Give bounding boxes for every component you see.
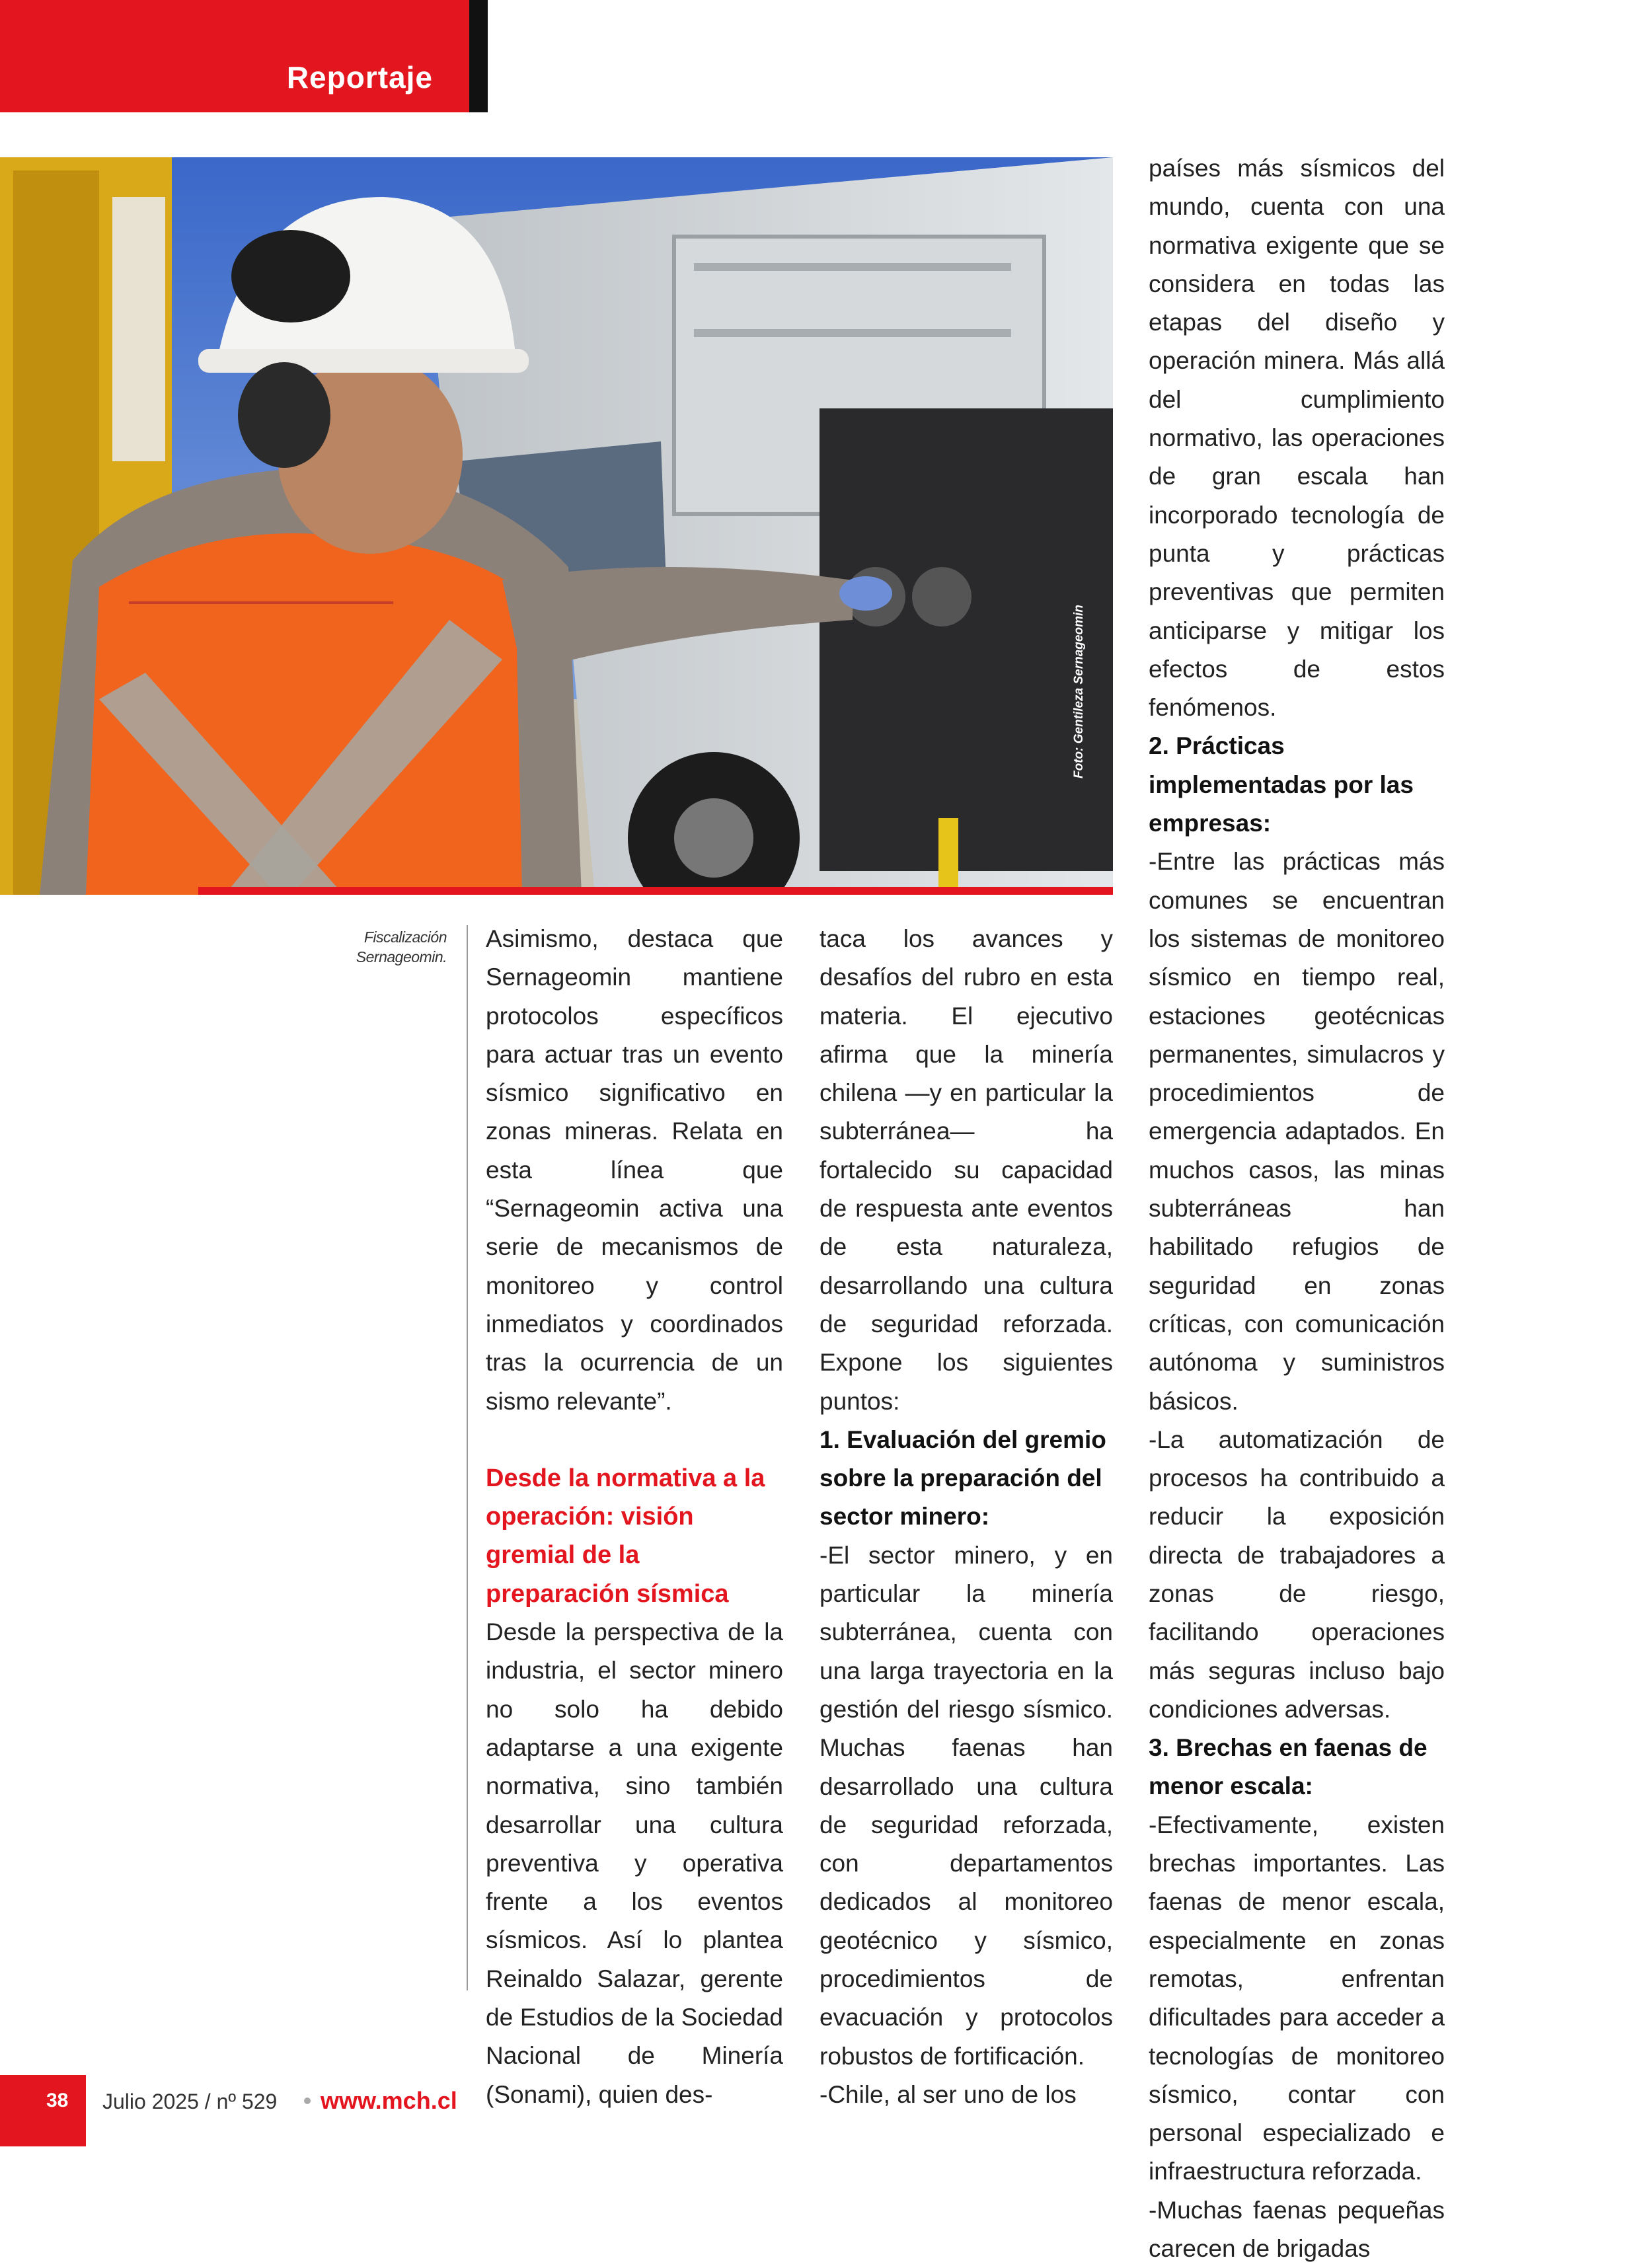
section-label: Reportaje <box>286 60 433 94</box>
article-column-1 <box>486 920 783 2114</box>
website-link[interactable]: www.mch.cl <box>321 2087 457 2114</box>
paragraph: -Efectivamente, existen brechas importantes. Las faenas de menor escala, especialmente en zonas remotas, enfrentan dificultades para acceder a tecnologías de monitoreo sísmico, contar con personal especializado e infraestructura reforzada. <box>1149 1811 1445 2185</box>
page-number: 38 <box>46 2090 69 2111</box>
point-heading: 1. Evaluación del gremio sobre la preparación del sector minero: <box>820 1425 1106 1531</box>
issue-info: Julio 2025 / nº 529 <box>102 2090 278 2113</box>
paragraph: taca los avances y desafíos del rubro en esta materia. El ejecutivo afirma que la minería chilena —y en particular la subterránea— ha fortalecido su capacidad de respuesta ante eventos de esta naturaleza, desarrollando una cultura de seguridad reforzada. Expone los siguientes puntos: <box>820 925 1113 1415</box>
paragraph: Desde la perspectiva de la industria, el sector minero no solo ha debido adaptarse a una exigente normativa, sino también desarrollar una cultura preventiva y operativa frente a los eventos sísmicos. Así lo plantea Reinaldo Salazar, gerente de Estudios de la Sociedad Nacional de Minería (Sonami), quien des- <box>486 1618 783 2108</box>
section-tab-edge <box>469 0 488 112</box>
paragraph: -El sector minero, y en particular la minería subterránea, cuenta con una larga trayectoria en la gestión del riesgo sísmico. Muchas faenas han desarrollado una cultura de seguridad reforzada, con departamentos dedicados al monitoreo geotécnico y sísmico, procedimientos de evacuación y protocolos robustos de fortificación. <box>820 1541 1113 2070</box>
paragraph: -Entre las prácticas más comunes se encuentran los sistemas de monitoreo sísmico en tiempo real, estaciones geotécnicas permanentes, simulacros y procedimientos de emergencia adaptados. En muchos casos, las minas subterráneas han habilitado refugios de seguridad en zonas críticas, con comunicación autónoma y suministros básicos. <box>1149 848 1445 1415</box>
photo-caption <box>317 927 447 967</box>
article-column-2 <box>820 920 1113 2114</box>
article-photo <box>0 157 1113 895</box>
paragraph: Asimismo, destaca que Sernageomin mantiene protocolos específicos para actuar tras un evento sísmico significativo en zonas mineras. Relata en esta línea que “Sernageomin activa una serie de mecanismos de monitoreo y control inmediatos y coordinados tras la ocurrencia de un sismo relevante”. <box>486 925 783 1415</box>
section-tab <box>0 0 469 112</box>
point-heading: 3. Brechas en faenas de menor escala: <box>1149 1734 1428 1800</box>
subheading: Desde la normativa a la operación: visión gremial de la preparación sísmica <box>486 1464 765 1608</box>
separator-dot <box>304 2098 311 2104</box>
point-heading: 2. Prácticas implementadas por las empresas: <box>1149 732 1414 837</box>
column-rule <box>467 925 468 1990</box>
paragraph: -La automatización de procesos ha contribuido a reducir la exposición directa de trabajadores a zonas de riesgo, facilitando operaciones más seguras incluso bajo condiciones adversas. <box>1149 1425 1445 1723</box>
paragraph: -Muchas faenas pequeñas carecen de brigadas <box>1149 2196 1445 2263</box>
photo-credit: Foto: Gentileza Sernageomin <box>1072 605 1086 778</box>
caption-line: Sernageomin. <box>356 948 447 965</box>
caption-line: Fiscalización <box>363 928 447 946</box>
paragraph: -Chile, al ser uno de los <box>820 2080 1077 2108</box>
photo-underline <box>198 887 1113 895</box>
paragraph: países más sísmicos del mundo, cuenta con una normativa exigente que se considera en todas las etapas del diseño y operación minera. Más allá del cumplimiento normativo, las operaciones de gran escala han incorporado tecnología de punta y prácticas preventivas que permiten anticiparse y mitigar los efectos de estos fenómenos. <box>1149 155 1445 722</box>
article-column-3 <box>1149 149 1445 2268</box>
